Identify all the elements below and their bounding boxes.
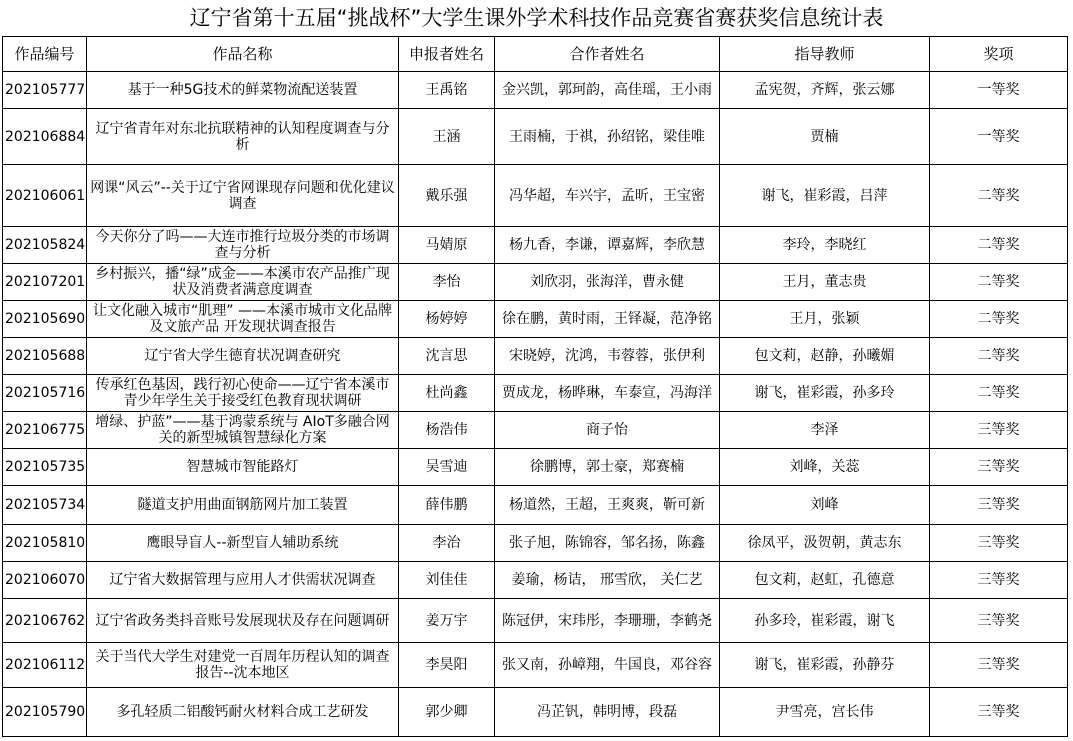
applicant: 吴雪迪 [399,449,495,486]
work-id: 202106061 [3,165,87,227]
collaborators: 王雨楠，于祺，孙绍铭，梁佳唯 [495,109,720,165]
work-title: 辽宁省大学生德育状况调查研究 [87,338,399,375]
applicant: 王禹铭 [399,72,495,109]
collaborators: 姜瑜，杨诘， 邢雪欣， 关仁艺 [495,562,720,599]
award: 二等奖 [930,165,1068,227]
work-id: 202107201 [3,264,87,301]
table-row [3,562,1068,599]
column-header-award: 奖项 [930,37,1068,72]
work-id: 202105777 [3,72,87,109]
applicant: 薛伟鹏 [399,486,495,525]
advisors: 王月，张颖 [720,301,930,338]
applicant: 刘佳佳 [399,562,495,599]
work-id: 202105735 [3,449,87,486]
applicant: 王涵 [399,109,495,165]
work-id: 202106762 [3,599,87,643]
advisors: 包文莉，赵虹，孔德意 [720,562,930,599]
collaborators: 张子旭，陈锦容，邹名扬，陈鑫 [495,525,720,562]
advisors: 王月，董志贵 [720,264,930,301]
collaborators: 宋晓婷，沈鸿，韦蓉蓉，张伊利 [495,338,720,375]
work-id: 202105716 [3,375,87,412]
work-title: 网课“风云”--关于辽宁省网课现存问题和优化建议调查 [87,165,399,227]
work-title: 辽宁省政务类抖音账号发展现状及存在问题调研 [87,599,399,643]
awards-table [2,36,1068,737]
work-title: 多孔轻质二铝酸钙耐火材料合成工艺研发 [87,688,399,737]
award: 二等奖 [930,375,1068,412]
page-title: 辽宁省第十五届“挑战杯”大学生课外学术科技作品竞赛省赛获奖信息统计表 [189,6,884,30]
table-row [3,449,1068,486]
applicant: 沈言思 [399,338,495,375]
award: 三等奖 [930,525,1068,562]
advisors: 谢飞，崔彩霞，吕萍 [720,165,930,227]
table-row [3,525,1068,562]
table-row [3,264,1068,301]
column-header-collaborators: 合作者姓名 [495,37,720,72]
work-id: 202105734 [3,486,87,525]
advisors: 徐凤平，汲贺朝，黄志东 [720,525,930,562]
advisors: 刘峰，关蕊 [720,449,930,486]
work-title: 让文化融入城市“肌理” ——本溪市城市文化品牌及文旅产品 开发现状调查报告 [87,301,399,338]
advisors: 李泽 [720,412,930,449]
award: 二等奖 [930,338,1068,375]
award: 三等奖 [930,688,1068,737]
award: 三等奖 [930,562,1068,599]
collaborators: 杨九香，李谦，谭嘉辉，李欣慧 [495,227,720,264]
header-row [3,37,1068,72]
table-row [3,643,1068,688]
table-row [3,165,1068,227]
advisors: 贾楠 [720,109,930,165]
applicant: 杜尚鑫 [399,375,495,412]
work-title: 乡村振兴，播“绿”成金——本溪市农产品推广现状及消费者满意度调查 [87,264,399,301]
table-row [3,72,1068,109]
applicant: 姜万宇 [399,599,495,643]
applicant: 郭少卿 [399,688,495,737]
award: 三等奖 [930,643,1068,688]
table-row [3,486,1068,525]
column-header-id: 作品编号 [3,37,87,72]
work-title: 关于当代大学生对建党一百周年历程认知的调查报告--沈本地区 [87,643,399,688]
work-id: 202106884 [3,109,87,165]
advisors: 谢飞，崔彩霞，孙静芬 [720,643,930,688]
table-row [3,412,1068,449]
work-title: 辽宁省大数据管理与应用人才供需状况调查 [87,562,399,599]
work-title: 今天你分了吗——大连市推行垃圾分类的市场调查与分析 [87,227,399,264]
applicant: 李治 [399,525,495,562]
collaborators: 商子怡 [495,412,720,449]
work-title: 鹰眼导盲人--新型盲人辅助系统 [87,525,399,562]
table-row [3,375,1068,412]
collaborators: 陈冠伊，宋玮彤，李珊珊，李鹤尧 [495,599,720,643]
applicant: 杨婷婷 [399,301,495,338]
work-title: 增绿、护蓝”——基于鸿蒙系统与 AIoT多融合网关的新型城镇智慧绿化方案 [87,412,399,449]
award: 一等奖 [930,72,1068,109]
work-id: 202105824 [3,227,87,264]
collaborators: 冯华超，车兴宇，孟昕，王宝密 [495,165,720,227]
award: 三等奖 [930,486,1068,525]
work-id: 202106112 [3,643,87,688]
advisors: 包文莉，赵静，孙曦媚 [720,338,930,375]
table-row [3,109,1068,165]
work-title: 基于一种5G技术的鲜菜物流配送装置 [87,72,399,109]
table-row [3,227,1068,264]
applicant: 戴乐强 [399,165,495,227]
collaborators: 张又南，孙嶂翔，牛国良，邓谷容 [495,643,720,688]
work-id: 202106775 [3,412,87,449]
applicant: 杨浩伟 [399,412,495,449]
table-row [3,301,1068,338]
work-id: 202106070 [3,562,87,599]
award: 三等奖 [930,599,1068,643]
work-title: 辽宁省青年对东北抗联精神的认知程度调查与分析 [87,109,399,165]
work-title: 智慧城市智能路灯 [87,449,399,486]
advisors: 尹雪亮，宫长伟 [720,688,930,737]
column-header-advisors: 指导教师 [720,37,930,72]
award: 三等奖 [930,449,1068,486]
applicant: 马婧原 [399,227,495,264]
table-row [3,599,1068,643]
work-id: 202105810 [3,525,87,562]
advisors: 孙多玲，崔彩霞，谢飞 [720,599,930,643]
collaborators: 贾成龙，杨晔琳，车泰宣，冯海洋 [495,375,720,412]
table-row [3,338,1068,375]
award: 二等奖 [930,227,1068,264]
award: 二等奖 [930,301,1068,338]
applicant: 李昊阳 [399,643,495,688]
work-id: 202105790 [3,688,87,737]
column-header-applicant: 申报者姓名 [399,37,495,72]
advisors: 谢飞，崔彩霞，孙多玲 [720,375,930,412]
work-id: 202105690 [3,301,87,338]
work-title: 隧道支护用曲面钢筋网片加工装置 [87,486,399,525]
collaborators: 徐在鹏，黄时雨，王铎凝，范净铭 [495,301,720,338]
collaborators: 刘欣羽，张海洋，曹永健 [495,264,720,301]
collaborators: 冯芷钒，韩明博，段磊 [495,688,720,737]
work-id: 202105688 [3,338,87,375]
table-row [3,688,1068,737]
advisors: 李玲，李晓红 [720,227,930,264]
award: 三等奖 [930,412,1068,449]
applicant: 李怡 [399,264,495,301]
collaborators: 杨道然，王超，王爽爽，靳可新 [495,486,720,525]
collaborators: 金兴凯，郭珂韵，高佳瑶，王小雨 [495,72,720,109]
advisors: 孟宪贺，齐辉，张云娜 [720,72,930,109]
award: 二等奖 [930,264,1068,301]
collaborators: 徐鹏博，郭士豪，郑赛楠 [495,449,720,486]
award: 一等奖 [930,109,1068,165]
column-header-title: 作品名称 [87,37,399,72]
work-title: 传承红色基因，践行初心使命——辽宁省本溪市青少年学生关于接受红色教育现状调研 [87,375,399,412]
advisors: 刘峰 [720,486,930,525]
